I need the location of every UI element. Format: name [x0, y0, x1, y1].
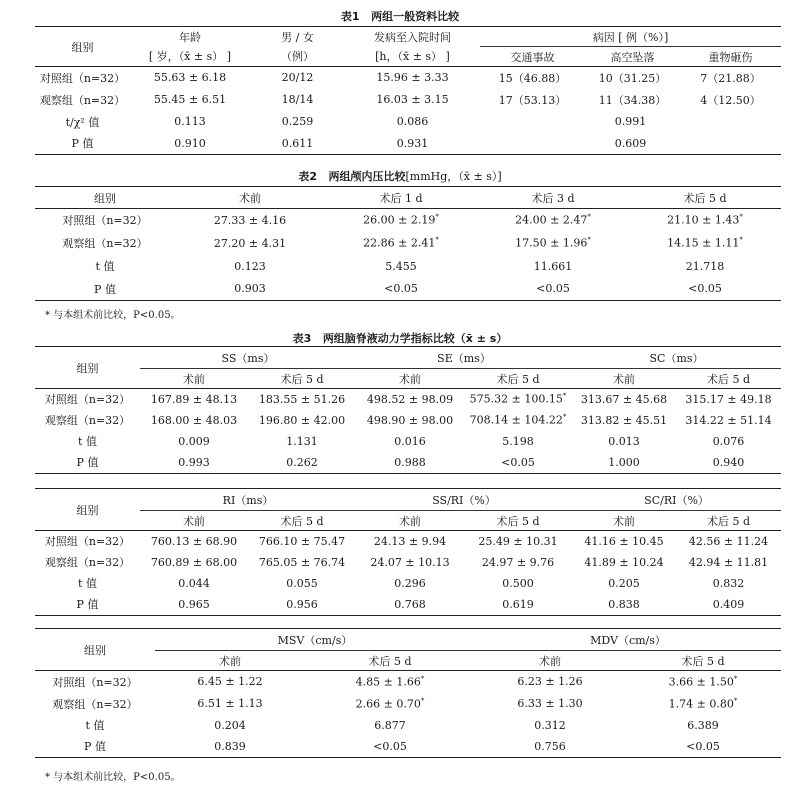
- cell: 168.00 ± 48.03: [150, 413, 238, 427]
- t1-header-group: 组别: [71, 40, 94, 54]
- t3a-header-pre: 术前: [183, 372, 205, 386]
- t2-header-d1: 术后 1 d: [379, 191, 423, 205]
- cell: <0.05: [688, 282, 722, 296]
- table-row: [35, 255, 781, 278]
- row-label: 观察组（n=32）: [62, 237, 148, 250]
- t3c-header-mdv: MDV（cm/s）: [475, 629, 781, 651]
- table-row: [35, 736, 781, 758]
- cell: 0.055: [286, 576, 318, 590]
- t3c-header-post: 术后 5 d: [681, 654, 725, 668]
- cell: 4（12.50）: [700, 93, 761, 107]
- table2-number: 表2: [298, 170, 317, 183]
- t3b-header-ssri: SS/RI（%）: [356, 489, 572, 511]
- row-label: P 值: [84, 740, 106, 754]
- cell: 5.198: [502, 434, 534, 448]
- row-label: 对照组（n=32）: [44, 393, 131, 407]
- cell: 0.768: [394, 597, 426, 611]
- cell: 167.89 ± 48.13: [150, 392, 238, 406]
- row-label: 观察组（n=32）: [52, 697, 138, 711]
- cell: 24.97 ± 9.76: [481, 555, 555, 569]
- cell: 5.455: [385, 259, 417, 273]
- t3c-header-group: 组别: [84, 643, 106, 657]
- cell: 313.82 ± 45.51: [580, 413, 668, 427]
- t3c-header-pre: 术前: [539, 654, 561, 668]
- row-label: 观察组（n=32）: [44, 556, 131, 569]
- table1-title: 两组一般资料比较: [371, 10, 460, 23]
- cell: 6.23 ± 1.26: [517, 675, 583, 689]
- cell: 24.13 ± 9.94: [373, 534, 447, 548]
- t3a-header-pre: 术前: [399, 372, 421, 386]
- cell: 1.131: [286, 434, 318, 448]
- row-label: t 值: [78, 435, 97, 448]
- table-row: [35, 89, 781, 111]
- t2-header-pre: 术前: [239, 191, 261, 205]
- cell: 11.661: [533, 259, 573, 273]
- t3c-header-post: 术后 5 d: [368, 654, 412, 668]
- cell: 0.296: [394, 576, 426, 590]
- cell: 0.903: [234, 282, 266, 296]
- t3a-header-group: 组别: [76, 361, 99, 375]
- t1-header-onset: 发病至入院时间: [374, 30, 451, 44]
- cell: 25.49 ± 10.31: [478, 534, 558, 548]
- cell: 0.611: [281, 136, 314, 150]
- row-label: t 值: [85, 719, 105, 732]
- cell: 16.03 ± 3.15: [376, 93, 449, 106]
- table3-block-c: [35, 628, 781, 758]
- t3b-header-pre: 术前: [399, 514, 422, 528]
- cell: 15.96 ± 3.33: [376, 71, 449, 85]
- cell: <0.05: [384, 282, 418, 296]
- table-row: [35, 715, 781, 736]
- t3a-header-pre: 术前: [613, 372, 635, 386]
- t1-header-age: 年龄: [179, 30, 201, 44]
- t3b-header-post: 术后 5 d: [707, 514, 751, 528]
- cell: 0.123: [234, 259, 266, 273]
- cell: 0.988: [394, 455, 426, 469]
- t1-header-cause: 病因 [ 例（%）]: [480, 27, 781, 47]
- t3b-header-post: 术后 5 d: [496, 514, 540, 528]
- table-row: [35, 452, 781, 474]
- cell: 21.10 ± 1.43*: [667, 213, 743, 228]
- cell: 0.940: [712, 455, 745, 469]
- cell: 183.55 ± 51.26: [258, 392, 346, 406]
- cell: 0.500: [502, 576, 534, 590]
- row-label: P 值: [94, 282, 116, 296]
- cell: 196.80 ± 42.00: [258, 413, 346, 427]
- t2-header-d3: 术后 3 d: [531, 191, 575, 205]
- table-row: [35, 389, 781, 410]
- t3b-header-group: 组别: [76, 503, 99, 517]
- t3a-header-sc: SC（ms）: [572, 347, 781, 369]
- cell: 24.07 ± 10.13: [370, 555, 450, 569]
- table-row: [35, 209, 781, 232]
- cell: 21.718: [685, 259, 725, 273]
- table-row: [35, 410, 781, 431]
- cell: 498.52 ± 98.09: [366, 392, 454, 406]
- table1-number: 表1: [340, 10, 360, 23]
- cell: 0.756: [534, 739, 566, 753]
- t3b-header-scri: SC/RI（%）: [572, 489, 781, 511]
- table-row: [35, 431, 781, 452]
- cell: 760.89 ± 68.00: [150, 555, 238, 569]
- cell: 0.044: [178, 576, 210, 590]
- table-row: [35, 594, 781, 616]
- cell: 42.56 ± 11.24: [688, 534, 769, 548]
- t3a-header-post: 术后 5 d: [496, 372, 540, 386]
- cell: 0.016: [394, 434, 426, 448]
- cell: 4.85 ± 1.66*: [355, 674, 425, 689]
- cell: 0.013: [608, 434, 640, 448]
- row-label: t 值: [78, 577, 97, 590]
- cell: 42.94 ± 11.81: [688, 555, 769, 569]
- cell: 575.32 ± 100.15*: [469, 392, 567, 407]
- cell: 7（21.88）: [700, 71, 761, 85]
- cell: 760.13 ± 68.90: [150, 534, 238, 548]
- row-label: 对照组（n=32）: [52, 675, 138, 689]
- t3c-header-pre: 术前: [219, 654, 241, 668]
- t1-header-cause-2: 高空坠落: [610, 50, 655, 64]
- row-label: 对照组（n=32）: [62, 214, 148, 228]
- cell: 0.409: [712, 597, 745, 611]
- t1-header-sex: 男 / 女: [281, 30, 314, 44]
- table-row: [35, 111, 781, 133]
- cell: 0.931: [396, 136, 429, 150]
- cell: 2.66 ± 0.70*: [355, 696, 425, 711]
- t3a-header-ss: SS（ms）: [140, 347, 356, 369]
- cell: 17.50 ± 1.96*: [515, 236, 591, 250]
- cell: 15（46.88）: [498, 71, 567, 85]
- cell: 0.838: [608, 597, 640, 611]
- table2-footnote: * 与本组术前比较，P<0.05。: [45, 310, 181, 321]
- t3a-header-post: 术后 5 d: [706, 372, 751, 386]
- table1-caption: [0, 8, 800, 24]
- cell: 6.389: [687, 718, 719, 732]
- cell: 0.619: [502, 597, 534, 611]
- cell: 27.20 ± 4.31: [213, 236, 287, 250]
- cell: 10（31.25）: [598, 71, 667, 85]
- t1-header-sex-unit: （例）: [281, 50, 314, 64]
- cell: 314.22 ± 51.14: [685, 413, 772, 427]
- cell: 6.877: [374, 718, 406, 732]
- t3b-header-pre: 术前: [183, 514, 205, 528]
- cell: 0.204: [214, 718, 246, 732]
- cell: 1.000: [608, 455, 640, 469]
- t3b-header-post: 术后 5 d: [280, 514, 324, 528]
- table-row: [35, 232, 781, 255]
- row-label: 对照组（n=32）: [39, 71, 126, 85]
- table-row: [35, 671, 781, 693]
- table3-number: 表3: [292, 332, 312, 345]
- cell: 27.33 ± 4.16: [213, 213, 287, 227]
- cell: 0.009: [178, 434, 210, 448]
- cell: 22.86 ± 2.41*: [363, 236, 439, 250]
- cell: 766.10 ± 75.47: [258, 534, 346, 548]
- cell: 41.89 ± 10.24: [584, 555, 664, 569]
- cell: 498.90 ± 98.00: [366, 413, 454, 427]
- row-label: t/χ² 值: [65, 115, 100, 129]
- row-label: P 值: [76, 456, 99, 470]
- cell: 0.609: [614, 136, 647, 150]
- cell: 26.00 ± 2.19*: [363, 213, 439, 228]
- table-row: [35, 693, 781, 715]
- cell: 41.16 ± 10.45: [584, 534, 664, 548]
- cell: <0.05: [373, 739, 407, 753]
- cell: 0.262: [286, 455, 318, 469]
- row-label: 观察组（n=32）: [44, 414, 131, 427]
- table1: [35, 26, 781, 155]
- table2-unit: [mmHg，（x̄ ± s）]: [405, 170, 502, 183]
- table-row: [35, 133, 781, 155]
- table2: [35, 186, 781, 301]
- table-row: [35, 573, 781, 594]
- t2-header-group: 组别: [94, 191, 116, 205]
- cell: 0.991: [614, 115, 647, 128]
- row-label: P 值: [71, 137, 94, 151]
- cell: 3.66 ± 1.50*: [668, 674, 738, 689]
- cell: 0.312: [534, 718, 566, 732]
- cell: 24.00 ± 2.47*: [515, 213, 591, 228]
- cell: 20/12: [281, 71, 314, 85]
- cell: 0.205: [608, 576, 640, 590]
- cell: 0.956: [286, 597, 318, 611]
- row-label: t 值: [95, 260, 115, 273]
- cell: 0.832: [712, 576, 745, 590]
- cell: 708.14 ± 104.22*: [469, 413, 567, 427]
- cell: 0.993: [178, 455, 210, 469]
- cell: 18/14: [281, 93, 314, 106]
- table3-caption: [0, 330, 800, 346]
- cell: 0.076: [712, 434, 745, 448]
- t1-header-cause-3: 重物砸伤: [708, 50, 753, 64]
- t3c-header-msv: MSV（cm/s）: [155, 629, 475, 651]
- t1-header-cause-1: 交通事故: [510, 50, 555, 64]
- t2-header-d5: 术后 5 d: [683, 191, 727, 205]
- cell: 315.17 ± 49.18: [685, 392, 772, 406]
- cell: <0.05: [501, 455, 535, 469]
- cell: 0.259: [281, 115, 314, 128]
- cell: 0.086: [396, 115, 429, 128]
- table3-title: 两组脑脊液动力学指标比较（x̄ ± s）: [322, 332, 508, 345]
- cell: 6.45 ± 1.22: [197, 675, 263, 689]
- cell: 765.05 ± 76.74: [258, 555, 346, 569]
- cell: 55.45 ± 6.51: [153, 93, 227, 106]
- t3b-header-pre: 术前: [613, 514, 636, 528]
- cell: 1.74 ± 0.80*: [668, 696, 738, 711]
- table-row: [35, 552, 781, 573]
- cell: 0.910: [174, 136, 206, 150]
- table3-block-b: [35, 488, 781, 616]
- t3a-header-post: 术后 5 d: [280, 372, 324, 386]
- cell: 0.839: [214, 739, 246, 753]
- cell: 313.67 ± 45.68: [580, 392, 668, 406]
- cell: 6.33 ± 1.30: [517, 697, 583, 710]
- table2-title: 两组颅内压比较: [328, 170, 406, 183]
- cell: 6.51 ± 1.13: [197, 697, 263, 710]
- table2-caption: [0, 168, 800, 184]
- row-label: P 值: [76, 598, 99, 612]
- row-label: 对照组（n=32）: [44, 535, 131, 549]
- table-row: [35, 67, 781, 89]
- t1-header-age-unit: [ 岁，（x̄ ± s） ]: [148, 50, 232, 64]
- table3-footnote: * 与本组术前比较，P<0.05。: [45, 772, 181, 783]
- cell: <0.05: [686, 739, 720, 753]
- table-row: [35, 531, 781, 552]
- cell: 0.113: [174, 115, 206, 128]
- t3a-header-se: SE（ms）: [356, 347, 572, 369]
- cell: 55.63 ± 6.18: [153, 71, 227, 85]
- cell: <0.05: [536, 282, 570, 296]
- row-label: 观察组（n=32）: [39, 93, 126, 107]
- cell: 0.965: [178, 597, 210, 611]
- cell: 17（53.13）: [498, 93, 567, 107]
- t3b-header-ri: RI（ms）: [140, 489, 356, 511]
- cell: 11（34.38）: [598, 93, 667, 107]
- t1-header-onset-unit: [h，（x̄ ± s） ]: [375, 50, 450, 64]
- cell: 14.15 ± 1.11*: [667, 236, 743, 250]
- table3-block-a: [35, 346, 781, 474]
- table-row: [35, 278, 781, 301]
